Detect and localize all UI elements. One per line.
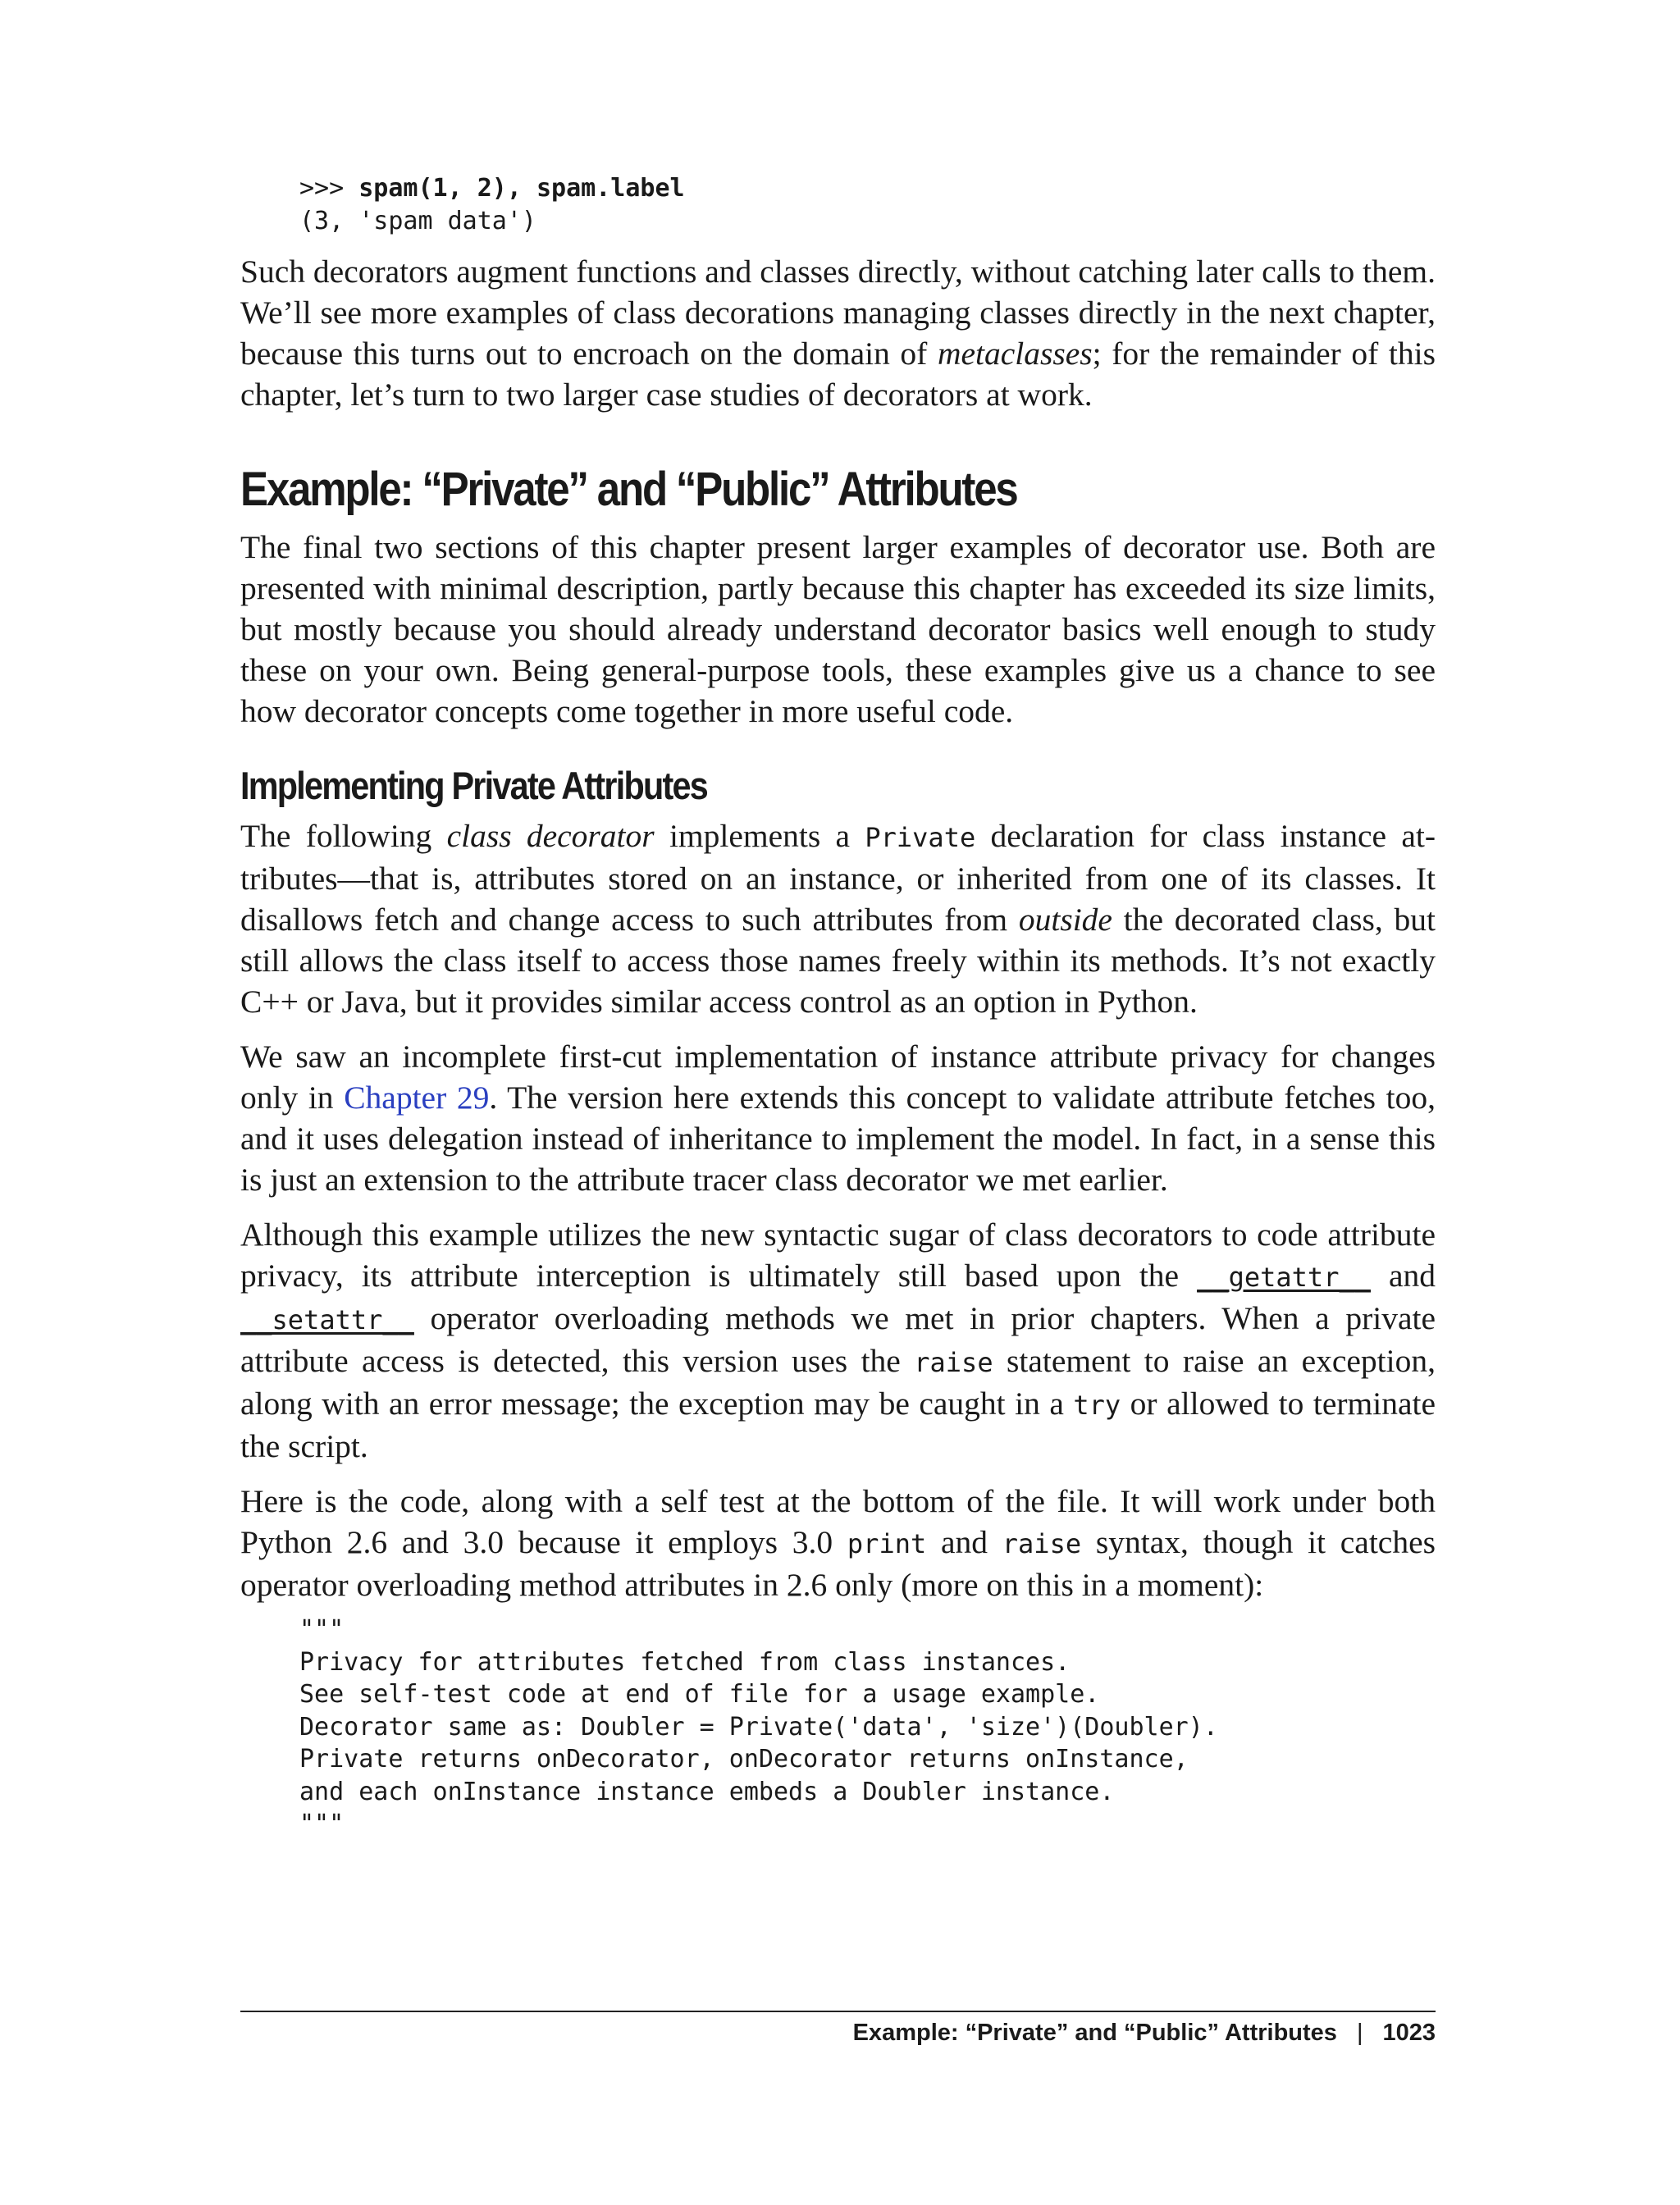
inline-code: raise: [1002, 1528, 1082, 1559]
code-line: Decorator same as: Doubler = Private('data', 'size')(Doubler).: [299, 1712, 1218, 1742]
page-content: [240, 172, 1436, 1841]
code-line: See self-test code at end of file for a usage example.: [299, 1680, 1100, 1709]
section-heading: Example: “Private” and “Public” Attributes: [240, 463, 1017, 516]
text: implements a: [654, 818, 865, 854]
emphasis: outside: [1018, 902, 1112, 938]
paragraph-section-intro: The final two sections of this chapter present larger examples of decorator use. Both are presented with minimal description, partly because this chapter has exceeded its size limits, but mostly because you should already understand decorator basics well enough to study these on your own. Being general-purpose tools, these examples give us a chance to see how decorator concepts come together in more useful code.: [240, 529, 1436, 729]
page-footer: [240, 2020, 1436, 2047]
inline-code: try: [1073, 1390, 1121, 1421]
text: Although this example utilizes the new syntactic sugar of class decorators to code attribute privacy, its attribute interception is ultimately still based upon the: [240, 1217, 1436, 1294]
text: declaration for class instance attributes—that is, attributes stored on an instance, or inherited from one of its classes. It disallows fetch and change access to such attributes from: [240, 818, 1436, 938]
paragraph-interception: [240, 1214, 1436, 1467]
code-line: Private returns onDecorator, onDecorator returns onInstance,: [299, 1745, 1189, 1774]
inline-code: raise: [914, 1347, 993, 1378]
inline-code: __getattr__: [1197, 1262, 1371, 1293]
text: ; for the remainder of this chapter, let’s turn to two larger case studies of decorators at work.: [240, 336, 1436, 413]
code-block-docstring: [240, 1614, 1436, 1841]
code-output: (3, 'spam data'): [299, 206, 536, 235]
code-snippet-top: [240, 172, 1436, 237]
text: . The version here extends this concept to validate attribute fetches too, and it uses delegation instead of inheritance to implement the model. In fact, in a sense this is just an extension to the attribute tracer class decorator we met earlier.: [240, 1080, 1436, 1198]
paragraph-private-decorator: [240, 815, 1436, 1022]
inline-code: Private: [865, 822, 976, 853]
emphasis: metaclasses: [937, 336, 1093, 372]
emphasis: class decorator: [446, 818, 655, 854]
footer-divider: [240, 2011, 1436, 2012]
text: syntax, though it catches operator overloading method attributes in 2.6 only (more on this in a moment):: [240, 1524, 1436, 1603]
text: Here is the code, along with a self test at the bottom of the file. It will work under both Python 2.6 and 3.0 because it employs 3.0: [240, 1483, 1436, 1560]
chapter-link[interactable]: Chapter 29: [344, 1080, 490, 1116]
inline-code: __setattr__: [240, 1304, 414, 1335]
text: and: [926, 1524, 1002, 1560]
text: statement to raise an exception, along with an error message; the exception may be caught in a: [240, 1343, 1436, 1422]
paragraph-intro: [240, 251, 1436, 415]
code-line: Privacy for attributes fetched from class instances.: [299, 1647, 1071, 1677]
text: the decorated class, but still allows the class itself to access those names freely within its methods. It’s not exactly C++ or Java, but it provides similar access control as an option in Python.: [240, 902, 1436, 1020]
paragraph-code-intro: [240, 1481, 1436, 1605]
text: Such decorators augment functions and classes directly, without catching later calls to them. We’ll see more examples of class decorations managing classes directly in the next chapter, because this turns out to encroach on the domain of: [240, 253, 1436, 372]
code-input: spam(1, 2), spam.label: [358, 174, 685, 203]
running-title: Example: “Private” and “Public” Attributes: [852, 2020, 1337, 2046]
code-prompt: >>>: [299, 174, 359, 203]
paragraph-previous-implementation: [240, 1036, 1436, 1200]
code-line: """: [299, 1615, 345, 1644]
text: operator overloading methods we met in prior chapters. When a private attribute access is detected, this version uses the: [240, 1300, 1436, 1379]
subsection-heading: Implementing Private Attributes: [240, 764, 708, 807]
code-line: """: [299, 1810, 345, 1838]
page-number: 1023: [1382, 2020, 1436, 2046]
text: or allowed to terminate the script.: [240, 1386, 1436, 1464]
text: The following: [240, 818, 447, 854]
text: and: [1370, 1258, 1436, 1294]
text: We saw an incomplete first-cut implementation of instance attribute privacy for changes only in: [240, 1039, 1436, 1116]
inline-code: print: [847, 1528, 927, 1559]
code-line: and each onInstance instance embeds a Doubler instance.: [299, 1777, 1115, 1806]
footer-separator: |: [1356, 2020, 1363, 2046]
